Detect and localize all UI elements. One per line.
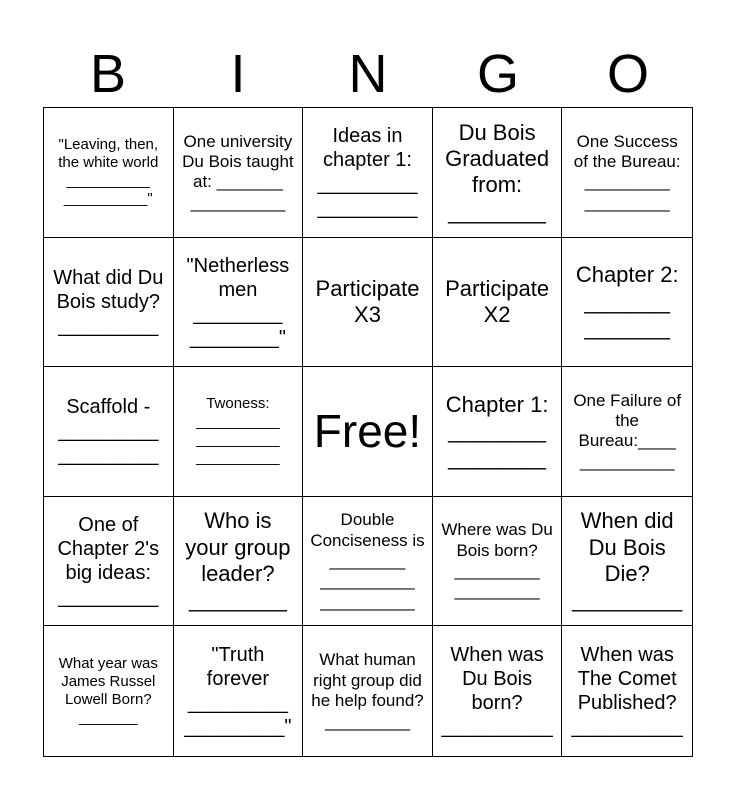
bingo-cell-r4-c1	[44, 497, 174, 627]
bingo-cell-r1-c4	[433, 108, 563, 238]
bingo-cell-r4-c5	[562, 497, 692, 627]
bingo-cell-r3-c1	[44, 367, 174, 497]
header-letter-b: B	[89, 44, 127, 104]
bingo-cell-text: When was Du Bois born? __________	[441, 644, 553, 739]
bingo-cell-r1-c1	[44, 108, 174, 238]
header-letter-n: N	[348, 44, 388, 104]
bingo-cell-r1-c2	[174, 108, 304, 238]
bingo-cell-r3-c5	[562, 367, 692, 497]
bingo-cell-text: "Leaving, then, the white world __________ __________"	[58, 136, 159, 208]
header-letter-i: I	[230, 44, 246, 104]
bingo-cell-text: One university Du Bois taught at: _______ __________	[182, 131, 294, 212]
bingo-cell-text: One of Chapter 2's big ideas: _________	[57, 514, 160, 609]
bingo-cell-text: What did Du Bois study? _________	[53, 266, 164, 337]
bingo-cell-r3-c3	[303, 367, 433, 497]
bingo-cell-r2-c3	[303, 238, 433, 368]
bingo-cell-r2-c5	[562, 238, 692, 368]
bingo-cell-text: Free!	[313, 404, 422, 457]
bingo-cell-text: "Netherless men ________ ________"	[186, 254, 290, 349]
bingo-cell-r5-c2	[174, 626, 304, 756]
bingo-cell-text: Twoness: __________ __________ __________	[196, 395, 280, 467]
bingo-cell-r4-c4	[433, 497, 563, 627]
bingo-cell-text: Participate X3	[315, 275, 420, 327]
bingo-cell-text: Chapter 2: _______ _______	[575, 262, 679, 341]
bingo-cell-text: Scaffold - _________ _________	[58, 396, 159, 467]
bingo-cell-text: What human right group did he help found? _________	[311, 650, 424, 731]
bingo-cell-r5-c4	[433, 626, 563, 756]
bingo-cell-r3-c4	[433, 367, 563, 497]
bingo-cell-text: Where was Du Bois born? _________ _________	[441, 520, 553, 601]
bingo-cell-r1-c3	[303, 108, 433, 238]
bingo-cell-r4-c3	[303, 497, 433, 627]
bingo-cell-text: Chapter 1: ________ ________	[445, 391, 549, 470]
bingo-cell-r2-c2	[174, 238, 304, 368]
bingo-cell-r1-c5	[562, 108, 692, 238]
bingo-cell-text: "Truth forever _________ _________"	[184, 644, 292, 739]
bingo-cell-text: One Success of the Bureau: _________ _________	[573, 131, 681, 212]
bingo-cell-text: Ideas in chapter 1: _________ _________	[317, 125, 418, 220]
bingo-cell-r5-c3	[303, 626, 433, 756]
bingo-cell-text: Du Bois Graduated from: ________	[445, 119, 550, 224]
bingo-cell-text: When did Du Bois Die? _________	[572, 508, 683, 613]
bingo-cell-text: What year was James Russel Lowell Born? _______	[58, 655, 158, 727]
bingo-cell-r4-c2	[174, 497, 304, 627]
bingo-cell-text: One Failure of the Bureau:____ __________	[573, 390, 682, 471]
bingo-header	[43, 40, 693, 108]
bingo-cell-text: Who is your group leader? ________	[185, 508, 291, 613]
bingo-cell-r2-c4	[433, 238, 563, 368]
bingo-board	[43, 107, 693, 757]
bingo-cell-text: Double Conciseness is ________ __________ __________	[310, 510, 425, 611]
bingo-cell-r5-c1	[44, 626, 174, 756]
bingo-cell-text: When was The Comet Published? __________	[571, 644, 683, 739]
bingo-cell-r3-c2	[174, 367, 304, 497]
header-letter-g: G	[476, 44, 519, 104]
bingo-cell-r2-c1	[44, 238, 174, 368]
bingo-cell-text: Participate X2	[445, 275, 550, 327]
bingo-cell-r5-c5	[562, 626, 692, 756]
header-letter-o: O	[606, 44, 649, 104]
